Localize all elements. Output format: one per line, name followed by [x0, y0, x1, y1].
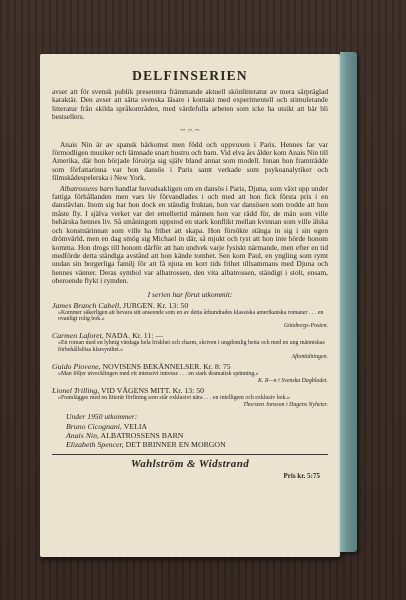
upcoming-title: DET BRINNER EN MORGON [125, 440, 226, 450]
upcoming-title: ALBATROSSENS BARN [100, 431, 184, 441]
published-entry [52, 386, 328, 408]
entry-price: Kr. 13: 50 [172, 386, 205, 396]
upcoming-heading: Under 1950 utkommer: [66, 412, 138, 422]
cover-text-block [52, 62, 328, 480]
published-entry [52, 362, 328, 384]
entry-quote: »En roman med en lyhnig värdaga hela friskhet och charm, skriven i ungdomlig betta och med en ung människas förbehållslösa klarsynthet.» [58, 340, 325, 353]
entry-quote: »Man följer utvecklingen med ett intensivt intresse . . . en stark dramatisk spänning.» [58, 371, 259, 378]
upcoming-author: Elizabeth Spencer, [66, 440, 124, 450]
entry-author: Lionel Trilling, [52, 386, 100, 396]
entry-quote: »Framlägges med en litterär förfining som står exklusivt nära . . . en intelligent och exklusiv bok.» [58, 395, 290, 402]
divider-rule [52, 454, 328, 455]
published-entry [52, 331, 328, 360]
summary-text: handlar huvudsakligen om en dansös i Paris, Djuna, som växt upp under fattiga förhållanden men vars liv förvandlades i och med att hon fick första pris i en danstävlan. Inom sig bar hon dock en ständig fruktan, hon var dansösen som trodde att hon måste fly. I själva verket var det emellertid männen hon var rädd för, de män som ville behärska hennes liv. Så småningom uppstod en stark konflikt mellan kvinnan som ville älska och konstnärinnan som ville ha frihet att skapa. Hon försökte stänga in sig i sin egen drömvärld, men en dag smög sig Michael in där, så mjukt och tyst att hon inte hörde honom komma. Hon drogs till honom därför att han undvek varje fysiskt närmande, men efter en tid medförde detta ständiga avstånd att hon kände tomhet. Sen kom Paul, en yngling som rymt undan sin borgerliga familj för att få njuta en kort tids frihet tillsammans med Djuna och hennes vänner. Deras symbol var albatrossen, den vita albatrossen, ständigt i stolt, ensam, oberoende flykt i rymden. [52, 183, 328, 286]
book-price: Pris kr. 5:75 [283, 472, 320, 481]
entry-price: Kr. 11: — [132, 331, 164, 341]
entry-source: Thorsten Jonsson i Dagens Nyheter. [243, 401, 328, 408]
entry-source: K. R—n i Svenska Dagbladet. [257, 377, 328, 384]
publisher-name: Wahlström & Widstrand [130, 458, 250, 471]
upcoming-author: Anais Nin, [66, 431, 99, 441]
book-summary [52, 185, 328, 286]
published-entry [52, 301, 328, 330]
series-title: DELFINSERIEN [132, 68, 248, 83]
entry-title: VID VÄGENS MITT. [101, 386, 171, 396]
book-spine-edge [340, 52, 357, 552]
book-back-cover [40, 54, 340, 557]
upcoming-title: VELIA [123, 422, 148, 432]
entry-title: NADA. [105, 331, 131, 341]
entry-title: JURGEN. [123, 300, 155, 310]
upcoming-item [52, 440, 328, 449]
published-heading: I serien har förut utkommit: [147, 289, 233, 299]
ornament-divider: ~ 𝄐 ~ [180, 124, 200, 135]
entry-title: NOVISENS BEKÄNNELSER. [102, 362, 202, 372]
summary-title: Albatrossens barn [60, 183, 114, 193]
entry-author: Guido Piovene, [52, 362, 101, 372]
upcoming-item [52, 422, 328, 431]
upcoming-item [52, 431, 328, 440]
entry-price: Kr. 8: 75 [203, 362, 231, 372]
entry-source: Aftontidningen. [291, 353, 328, 360]
series-intro: avser att för svensk publik presentera främmande aktuell skönlitteratur av mera särpräglad karaktär. Den avser att sätta svenska läsare i kontakt med experimentell och stimulerande litteratur från skilda språkområden, med värdefulla arbeten som icke ha utsikt att bär bli bestsellers. [52, 87, 328, 122]
entry-quote: »Kommer säkerligen att bevara sitt anseende som en av detta århundrades klassiska amerikanska romaner . . . en ovanligt rolig bok.» [58, 309, 324, 323]
entry-source: Göteborgs-Posten. [283, 322, 328, 329]
entry-price: Kr. 13: 50 [156, 300, 189, 310]
upcoming-author: Bruno Cicognani, [66, 422, 122, 432]
entry-author: Carmen Laforet, [52, 331, 104, 341]
entry-author: James Branch Cabell, [52, 300, 122, 310]
author-bio: Anais Nin är av spansk härkomst men född och uppvuxen i Paris. Hennes far var förmodligen musiker och lämnade snart hustru och barn. Vid elva års ålder kom Anais Nin till Amerika, där hon började försörja sig själv bland annat som modell. Innan hon framträdde som författarinna var hon dansös i Paris samt verkade som psykoanalytiker och filmskådespelerska i New York. [52, 139, 328, 183]
